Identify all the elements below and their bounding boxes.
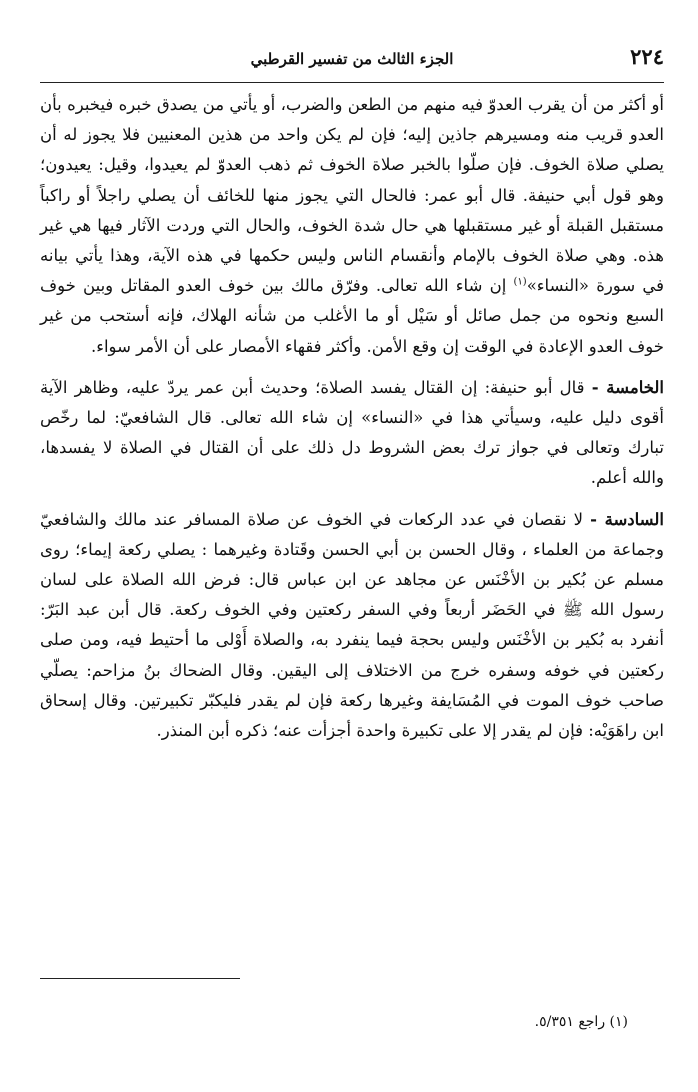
- paragraph-2: [40, 373, 664, 494]
- paragraph-text-continued: إن شاء الله تعالى. وفرّق مالك بين خوف العدو المقاتل وبين خوف السبع ونحوه من جمل صائل أو سَيْل أو ما الأغلب من شأنه الهلاك، فإنه أستحب من غير خوف العدو الإعادة في الوقت إن وقع الأمن. وأكثر فقهاء الأمصار على أن الأمر سواء.: [40, 276, 664, 356]
- paragraph-text: أو أكثر من أن يقرب العدوّ فيه منهم من الطعن والضرب، أو يأتي من يصدق خبره فيخبره بأن العدو قريب منه ومسيرهم جاذين إليه؛ فإن لم يكن واحد من هذين المعنيين فلا يجوز له أن يصلي صلاة الخوف. فإن صلّوا بالخبر صلاة الخوف ثم ذهب العدوّ لم يعيدوا، وقيل: يعيدون؛ وهو قول أبي حنيفة. قال أبو عمر: فالحال التي يجوز منها للخائف أن يصلي راجلاً أو راكباً مستقبل القبلة أو غير مستقبلها هي حال شدة الخوف، والحال التي وردت الآثار فيها هي غير هذه. وهي صلاة الخوف بالإمام وأنقسام الناس وليس حكمها في هذه الآية، وهذا يأتي بيانه في سورة «النساء»: [40, 95, 664, 296]
- header-divider: [40, 82, 664, 83]
- page-number: ٢٢٤: [630, 44, 664, 69]
- section-lead-fifth: الخامسة -: [591, 377, 664, 397]
- main-text: [40, 90, 664, 746]
- page-header: [40, 40, 664, 80]
- footnote-divider: [40, 978, 240, 979]
- footnote-reference: (١): [513, 276, 527, 288]
- section-lead-sixth: السادسة -: [590, 509, 664, 529]
- paragraph-text: لا نقصان في عدد الركعات في الخوف عن صلاة المسافر عند مالك والشافعيّ وجماعة من العلماء ، وقال الحسن بن أبي الحسن وقَتادة وغيرهما : يصلي ركعة إيماء؛ روى مسلم عن بُكير بن الأخْنَس عن مجاهد عن ابن عباس قال: فرض الله الصلاة على لسان رسول الله ﷺ في الحَضَر أربعاً وفي السفر ركعتين وفي الخوف ركعة. قال أبن عبد البَرّ: أنفرد به بُكير بن الأخْنَس وليس بحجة فيما ينفرد به، والصلاة أَوْلى ما أحتيط فيه، ومن صلى ركعتين في خوفه وسفره خرج من الاختلاف إلى اليقين. وقال الضحاك بنُ مزاحم: يصلّي صاحب خوف الموت في المُسَايفة وغيرها ركعة فإن لم يقدر فليكبّر تكبيرتين. وقال إسحاق ابن راهَوَيْه: فإن لم يقدر إلا على تكبيرة واحدة أجزأت عنه؛ ذكره أبن المنذر.: [40, 509, 665, 741]
- paragraph-text: قال أبو حنيفة: إن القتال يفسد الصلاة؛ وحديث أبن عمر يردّ عليه، وظاهر الآية أقوى دليل عليه، وسيأتي هذا في «النساء» إن شاء الله تعالى. قال الشافعيّ: لما رخّص تبارك وتعالى في جواز ترك بعض الشروط دل ذلك على أن القتال في الصلاة لا يفسدها، والله أعلم.: [40, 377, 664, 488]
- footnote: (١) راجع ٥/٣٥١.: [534, 1014, 628, 1030]
- running-title: الجزء الثالث من تفسير القرطبي: [250, 50, 454, 68]
- paragraph-1: [40, 90, 664, 362]
- paragraph-3: [40, 505, 664, 747]
